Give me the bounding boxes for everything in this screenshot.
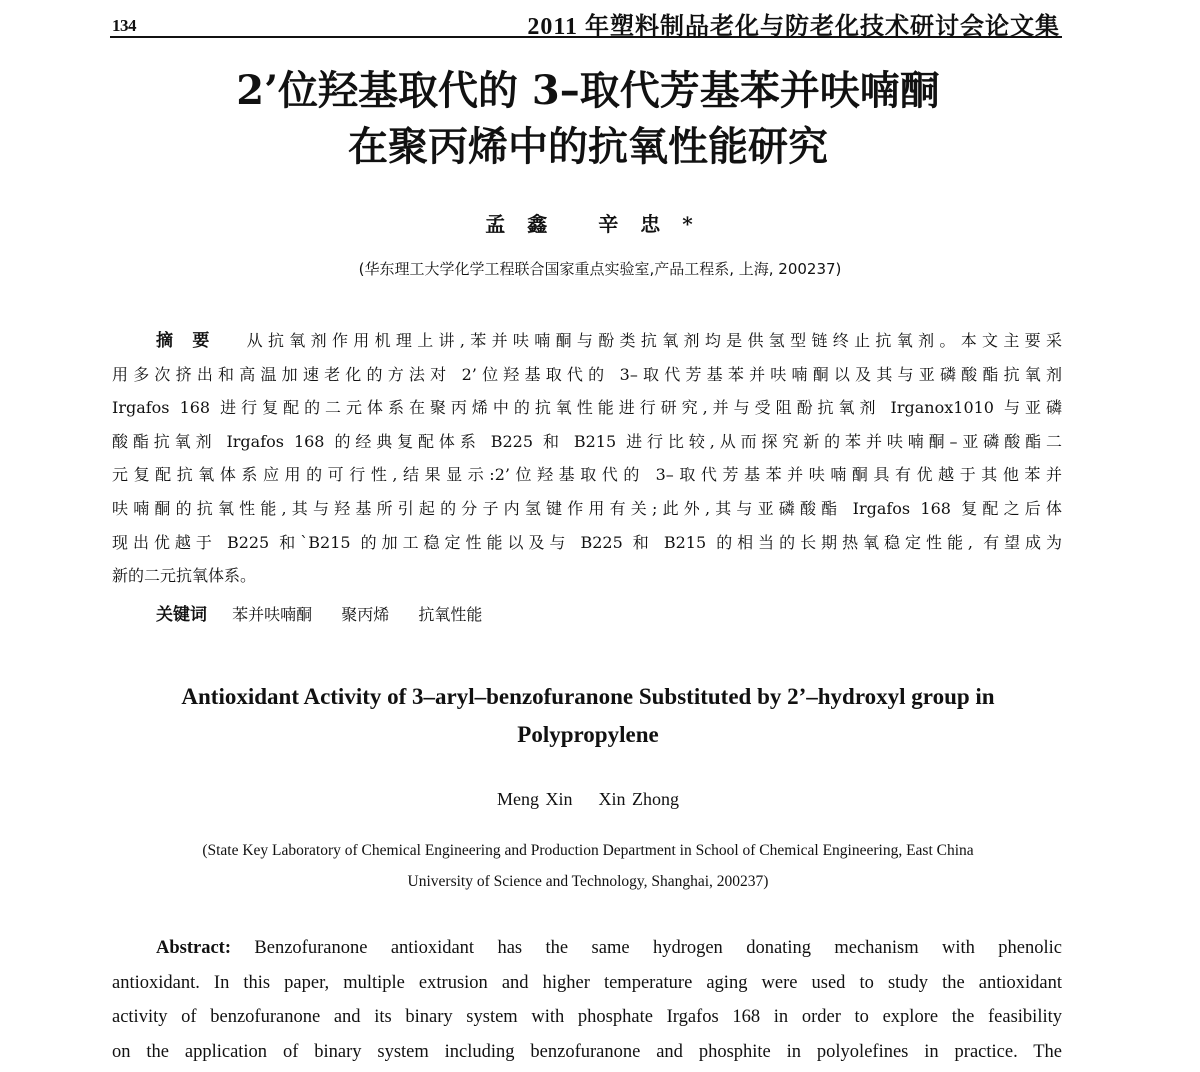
cn-title-line-2: 在聚丙烯中的抗氧性能研究 [0, 122, 1188, 172]
cn-keywords-label: 关键词 [156, 605, 207, 625]
cn-authors: 孟鑫 辛忠* [0, 208, 1200, 237]
en-title-line-2: Polypropylene [0, 720, 1188, 750]
en-abstract-label: Abstract: [156, 938, 231, 958]
keyword: 聚丙烯 [341, 605, 389, 624]
cn-abstract [112, 324, 1062, 593]
en-abstract-line: on the application of binary system including benzofuranone and phosphite in polyolefines in practice. The [112, 1038, 1062, 1072]
en-affiliation-line-1: (State Key Laboratory of Chemical Engineering and Production Department in School of Chemical Engineering, East China [0, 841, 1188, 861]
en-abstract-line: Abstract: Benzofuranone antioxidant has the same hydrogen donating mechanism with phenolic [112, 934, 1062, 969]
en-abstract-line: activity of benzofuranone and its binary system with phosphate Irgafos 168 in order to explore the feasibility [112, 1003, 1062, 1038]
cn-abstract-line: 酸酯抗氧剂 Irgafos 168 的经典复配体系 B225 和 B215 进行比较,从而探究新的苯并呋喃酮–亚磷酸酯二 [112, 425, 1062, 459]
en-authors: Meng Xin Xin Zhong [0, 789, 1188, 810]
header-rule [110, 36, 1062, 38]
page-number: 134 [112, 16, 136, 36]
cn-abstract-line: 呋喃酮的抗氧性能,其与羟基所引起的分子内氢键作用有关;此外,其与亚磷酸酯 Irgafos 168 复配之后体 [112, 492, 1062, 526]
en-abstract [112, 934, 1062, 1072]
journal-title: 2011 年塑料制品老化与防老化技术研讨会论文集 [527, 6, 1060, 41]
en-affiliation-line-2: University of Science and Technology, Shanghai, 200237) [0, 872, 1188, 892]
cn-abstract-line: 摘要 从抗氧剂作用机理上讲,苯并呋喃酮与酚类抗氧剂均是供氢型链终止抗氧剂。本文主要采 [112, 324, 1062, 358]
en-title-line-1: Antioxidant Activity of 3–aryl–benzofuranone Substituted by 2’–hydroxyl group in [0, 682, 1188, 712]
cn-abstract-line: 现出优越于 B225 和`B215 的加工稳定性能以及与 B225 和 B215 的相当的长期热氧稳定性能, 有望成为 [112, 526, 1062, 560]
keyword: 抗氧性能 [418, 605, 482, 624]
cn-title-line-1: 2’位羟基取代的 3–取代芳基苯并呋喃酮 [0, 66, 1188, 116]
cn-affiliation: (华东理工大学化学工程联合国家重点实验室,产品工程系, 上海, 200237) [0, 258, 1200, 279]
cn-abstract-label: 摘要 [156, 331, 229, 351]
cn-abstract-line: 用多次挤出和高温加速老化的方法对 2’位羟基取代的 3–取代芳基苯并呋喃酮以及其与亚磷酸酯抗氧剂 [112, 358, 1062, 392]
cn-keywords [156, 600, 506, 625]
cn-abstract-line: 元复配抗氧体系应用的可行性,结果显示:2’位羟基取代的 3–取代芳基苯并呋喃酮具有优越于其他苯并 [112, 458, 1062, 492]
en-abstract-line: antioxidant. In this paper, multiple extrusion and higher temperature aging were used to study the antioxidant [112, 969, 1062, 1004]
keyword: 苯并呋喃酮 [232, 605, 312, 624]
running-header [110, 6, 1062, 38]
cn-abstract-line: 新的二元抗氧体系。 [112, 559, 1062, 593]
cn-abstract-line: Irgafos 168 进行复配的二元体系在聚丙烯中的抗氧性能进行研究,并与受阻酚抗氧剂 Irganox1010 与亚磷 [112, 391, 1062, 425]
